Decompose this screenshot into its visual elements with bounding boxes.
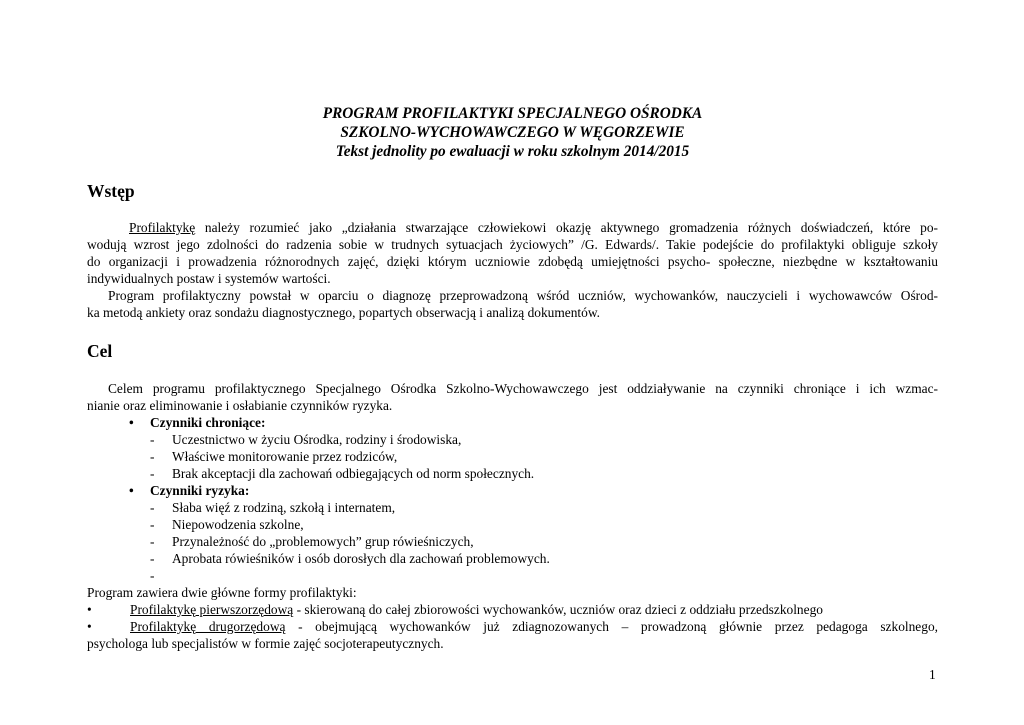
bullet-icon: • [87, 602, 92, 617]
dash-icon: - [150, 500, 155, 515]
risk-item [150, 533, 474, 550]
dash-icon: - [150, 466, 155, 481]
dash-icon: - [150, 534, 155, 549]
dash-icon: - [150, 551, 155, 566]
intro-p2-line-1: Program profilaktyczny powstał w oparciu o diagnozę przeprowadzoną wśród uczniów, wychowanków, nauczycieli i wychowawców Ośrod- [108, 288, 938, 303]
dash-icon: - [150, 432, 155, 447]
protective-item [150, 431, 461, 448]
page-number: 1 [929, 667, 936, 682]
protective-item-text: Właściwe monitorowanie przez rodziców, [172, 449, 398, 464]
goal-paragraph [87, 380, 938, 414]
risk-item-text: Aprobata rówieśników i osób dorosłych dla zachowań problemowych. [172, 551, 550, 566]
title-line-3: Tekst jednolity po ewaluacji w roku szkolnym 2014/2015 [335, 143, 690, 160]
intro-p1-line-1 [87, 219, 938, 236]
risk-item-text: Niepowodzenia szkolne, [172, 517, 304, 532]
protective-item-text: Brak akceptacji dla zachowań odbiegających od norm społecznych. [172, 466, 535, 481]
intro-paragraph-1 [87, 219, 938, 287]
protective-item [150, 465, 534, 482]
title-line-2: SZKOLNO-WYCHOWAWCZEGO W WĘGORZEWIE [340, 124, 685, 141]
term-profilaktyke: Profilaktykę [129, 220, 196, 235]
risk-item [150, 516, 304, 533]
intro-p2-line-2: ka metodą ankiety oraz sondażu diagnostycznego, popartych obserwacją i analizą dokumentów. [87, 305, 600, 320]
form-secondary [87, 618, 938, 652]
intro-p1-line-4: indywidualnych postaw i systemów wartości. [87, 271, 331, 286]
goal-p-line-1: Celem programu profilaktycznego Specjalnego Ośrodka Szkolno-Wychowawczego jest oddziaływanie na czynniki chroniące i ich wzmac- [108, 381, 938, 396]
section-heading-intro: Wstęp [87, 181, 135, 201]
title-line-1: PROGRAM PROFILAKTYKI SPECJALNEGO OŚRODKA [322, 105, 703, 122]
intro-p1-line-2: wodują wzrost jego zdolności do radzenia sobie w trudnych sytuacjach życiowych” /G. Edwards/. Takie podejście do profilaktyki obliguje szkoły [87, 237, 938, 252]
forms-intro: Program zawiera dwie główne formy profilaktyki: [87, 585, 357, 600]
intro-paragraph-2 [87, 287, 938, 321]
secondary-line-1 [87, 618, 938, 635]
protective-heading-label: Czynniki chroniące: [150, 415, 266, 430]
risk-factors-heading [129, 482, 249, 499]
bullet-icon: • [129, 415, 134, 430]
dash-icon: - [150, 449, 155, 464]
intro-p1-line-3: do organizacji i prowadzenia różnorodnych zajęć, dzięki którym uczniowie zdobędą umiejętności psycho- społeczne, niezbędne w kształtowaniu [87, 254, 938, 269]
section-heading-goal: Cel [87, 341, 113, 361]
dash-icon: - [150, 517, 155, 532]
term-primary-prevention: Profilaktykę pierwszorzędową [130, 602, 294, 617]
risk-item [150, 499, 395, 516]
document-title [87, 104, 938, 161]
dash-icon: - [150, 568, 155, 583]
secondary-description: - obejmującą wychowanków już zdiagnozowanych – prowadzoną głównie przez pedagoga szkolnego, [285, 619, 938, 634]
goal-p-line-2: nianie oraz eliminowanie i osłabianie czynników ryzyka. [87, 398, 393, 413]
bullet-icon: • [129, 483, 134, 498]
intro-p1-line-1-rest: należy rozumieć jako „działania stwarzające człowiekowi okazję aktywnego gromadzenia różnych doświadczeń, które po- [195, 220, 938, 235]
risk-item-text: Przynależność do „problemowych” grup rówieśniczych, [172, 534, 474, 549]
protective-factors-heading [129, 414, 265, 431]
primary-description: - skierowaną do całej zbiorowości wychowanków, uczniów oraz dzieci z oddziału przedszkolnego [293, 602, 823, 617]
protective-item [150, 448, 397, 465]
risk-item-text: Słaba więź z rodziną, szkołą i internatem, [172, 500, 396, 515]
bullet-icon: • [87, 619, 92, 634]
empty-dash-line [150, 567, 172, 584]
risk-heading-label: Czynniki ryzyka: [150, 483, 250, 498]
secondary-line-2: psychologa lub specjalistów w formie zajęć socjoterapeutycznych. [87, 636, 444, 651]
risk-item [150, 550, 550, 567]
form-primary [87, 601, 938, 618]
protective-item-text: Uczestnictwo w życiu Ośrodka, rodziny i środowiska, [172, 432, 462, 447]
term-secondary-prevention: Profilaktykę drugorzędową [130, 619, 286, 634]
